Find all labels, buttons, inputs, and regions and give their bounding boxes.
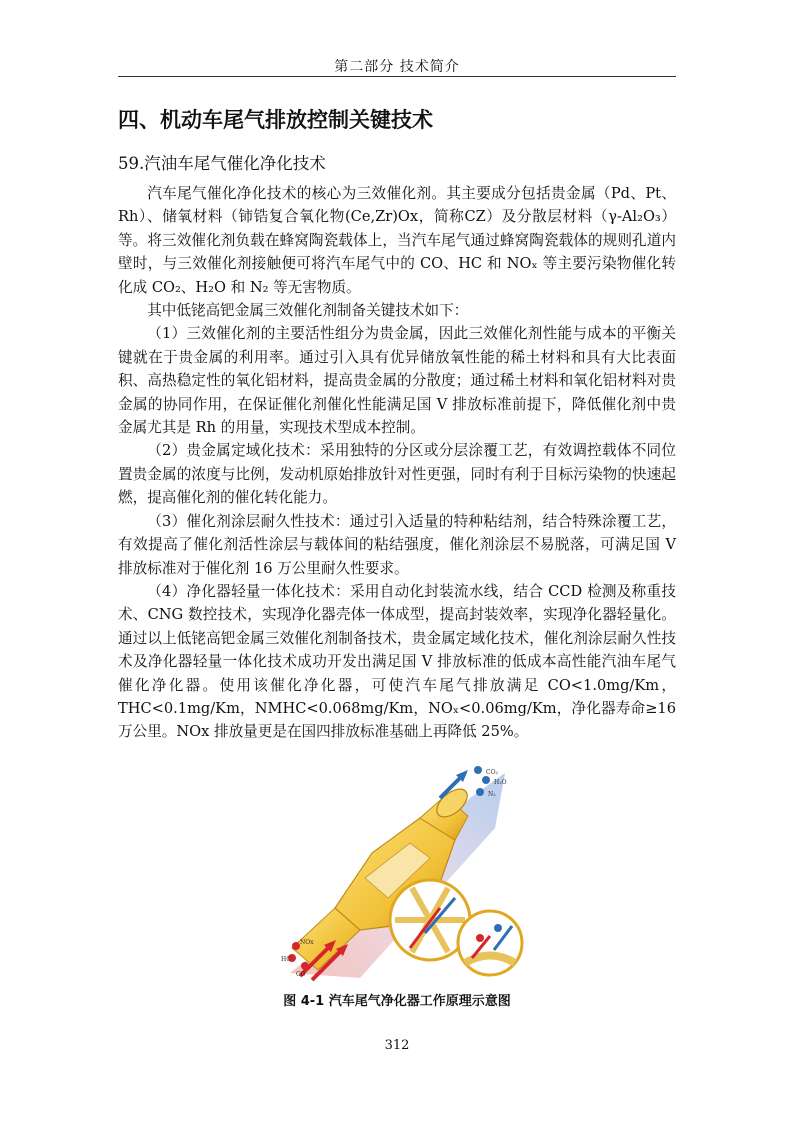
label-co2: CO₂ — [486, 769, 498, 776]
label-co: CO — [296, 971, 306, 978]
catalytic-converter-illustration — [0, 758, 794, 983]
sub-title: 59.汽油车尾气催化净化技术 — [118, 154, 326, 173]
label-n2: N₂ — [488, 791, 496, 798]
paragraph: （4）净化器轻量一体化技术：采用自动化封装流水线，结合 CCD 检测及称重技术、CNG 数控技术，实现净化器壳体一体成型，提高封装效率，实现净化器轻量化。通过以上低铑高钯金属三效催化剂制备技术，贵金属定域化技术，催化剂涂层耐久性技术及净化器轻量一体化技术成功开发出满足国 V 排放标准的低成本高性能汽油车尾气催化净化器。使用该催化净化器，可使汽车尾气排放满足 CO<1.0mg/Km，THC<0.1mg/Km，NMHC<0.068mg/Km，NOₓ<0.06mg/Km，净化器寿命≥16 万公里。NOx 排放量更是在国四排放标准基础上再降低 25%。 — [118, 582, 676, 741]
header-rule — [118, 76, 676, 77]
molecule-icon — [301, 962, 309, 970]
molecule-icon — [476, 788, 484, 796]
paragraph: （2）贵金属定域化技术：采用独特的分区或分层涂覆工艺，有效调控载体不同位置贵金属的浓度与比例，发动机原始排放针对性更强，同时有利于目标污染物的快速起燃，提高催化剂的催化转化能力。 — [118, 442, 676, 507]
paragraph: （1）三效催化剂的主要活性组分为贵金属，因此三效催化剂性能与成本的平衡关键就在于贵金属的利用率。通过引入具有优异储放氧性能的稀土材料和具有大比表面积、高热稳定性的氧化铝材料，提高贵金属的分散度；通过稀土材料和氧化铝材料对贵金属的协同作用，在保证催化剂催化性能满足国 V 排放标准前提下，降低催化剂中贵金属尤其是 Rh 的用量，实现技术型成本控制。 — [118, 325, 676, 437]
paragraph: 汽车尾气催化净化技术的核心为三效催化剂。其主要成分包括贵金属（Pd、Pt、Rh）、储氧材料（铈锆复合氧化物(Ce,Zr)Ox，简称CZ）及分散层材料（γ-Al₂O₃）等。将三效催化剂负载在蜂窝陶瓷载体上，当汽车尾气通过蜂窝陶瓷载体的规则孔道内壁时，与三效催化剂接触便可将汽车尾气中的 CO、HC 和 NOₓ 等主要污染物催化转化成 CO₂、H₂O 和 N₂ 等无害物质。 — [118, 185, 676, 296]
molecule-icon — [476, 934, 484, 942]
figure-caption: 图 4-1 汽车尾气净化器工作原理示意图 — [283, 994, 511, 1009]
catalytic-converter-figure — [0, 758, 794, 983]
molecule-icon — [494, 924, 502, 932]
section-title: 四、机动车尾气排放控制关键技术 — [118, 108, 433, 132]
molecule-icon — [482, 776, 490, 784]
body-text — [118, 182, 676, 744]
molecule-icon — [292, 942, 300, 950]
paragraph: 其中低铑高钯金属三效催化剂制备关键技术如下： — [147, 302, 469, 320]
paragraph: （3）催化剂涂层耐久性技术：通过引入适量的特种粘结剂，结合特殊涂覆工艺，有效提高了催化剂活性涂层与载体间的粘结强度，催化剂涂层不易脱落，可满足国 V 排放标准对于催化剂 16 万公里耐久性要求。 — [118, 512, 676, 577]
label-nox: NOx — [300, 939, 314, 946]
running-header: 第二部分 技术简介 — [334, 59, 460, 75]
molecule-icon — [474, 766, 482, 774]
label-hc: HC — [281, 956, 291, 963]
label-h2o: H₂O — [494, 779, 507, 786]
page-number: 312 — [384, 1038, 410, 1053]
